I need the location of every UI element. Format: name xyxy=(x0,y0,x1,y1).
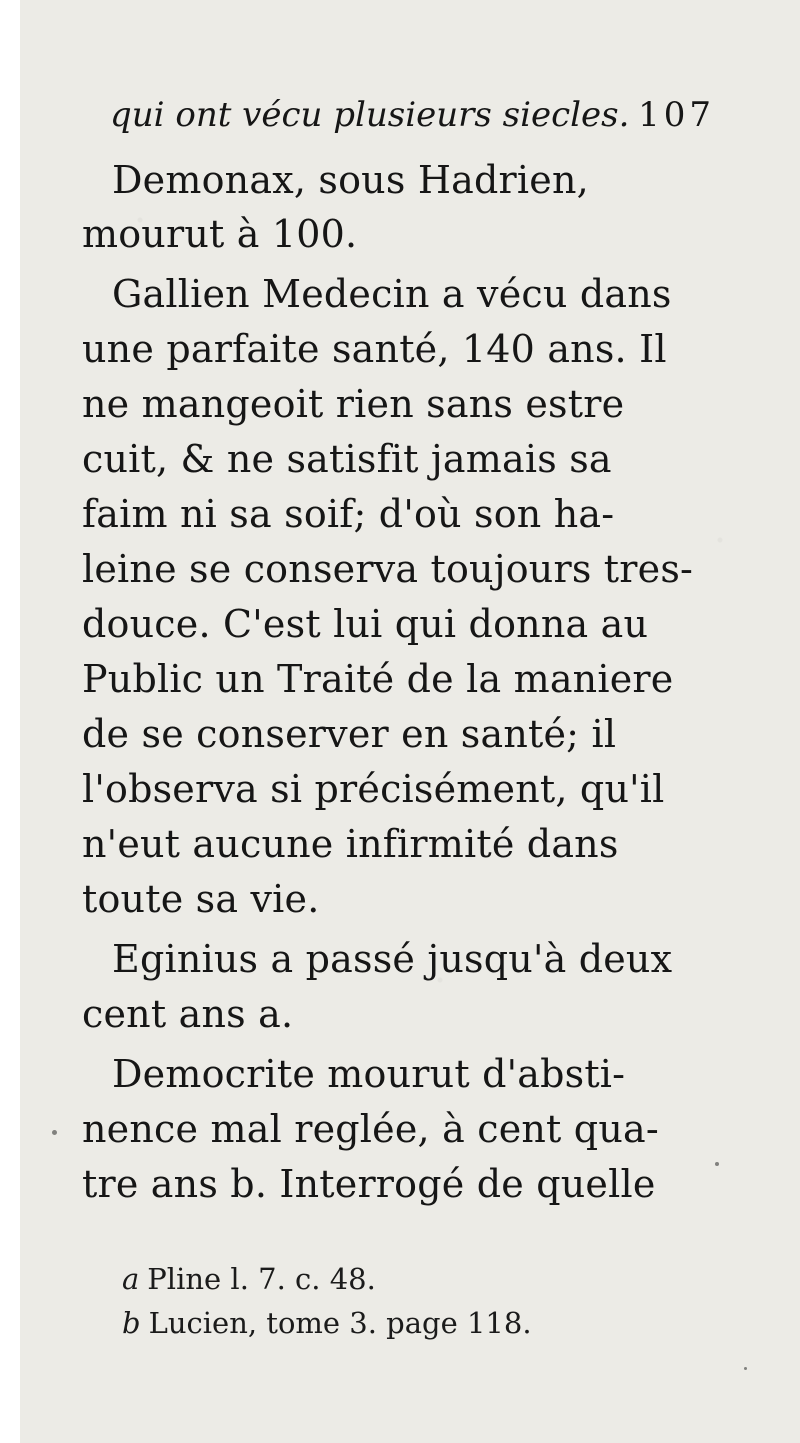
text-line: Public un Traité de la maniere xyxy=(82,657,674,701)
text-line: de se conserver en santé; il xyxy=(82,712,617,756)
text-line: Demonax, sous Hadrien, xyxy=(112,158,589,202)
text-line: l'observa si précisément, qu'il xyxy=(82,767,665,811)
book-page xyxy=(20,0,800,1443)
text-line: cuit, & ne satisfit jamais sa xyxy=(82,437,612,481)
text-line: tre ans b. Interrogé de quelle xyxy=(82,1162,656,1206)
text-line: cent ans a. xyxy=(82,992,294,1036)
text-line: leine se conserva toujours tres- xyxy=(82,547,694,591)
text-line: nence mal reglée, à cent qua- xyxy=(82,1107,659,1151)
page-left-margin xyxy=(0,0,21,1443)
footnote-text: Lucien, tome 3. page 118. xyxy=(148,1306,532,1340)
text-line: une parfaite santé, 140 ans. Il xyxy=(82,327,667,371)
footnote-marker: b xyxy=(122,1306,141,1340)
footnote-a xyxy=(122,1258,542,1300)
ink-speck xyxy=(52,1130,57,1135)
text-line: ne mangeoit rien sans estre xyxy=(82,382,625,426)
text-line: faim ni sa soif; d'où son ha- xyxy=(82,492,615,536)
text-line: mourut à 100. xyxy=(82,212,358,256)
ink-speck xyxy=(715,1162,719,1166)
text-line: toute sa vie. xyxy=(82,877,320,921)
text-line: Gallien Medecin a vécu dans xyxy=(112,272,672,316)
running-title: qui ont vécu plusieurs siecles. xyxy=(110,95,630,135)
text-line: Eginius a passé jusqu'à deux xyxy=(112,937,673,981)
footnote-marker: a xyxy=(122,1262,140,1296)
text-line: n'eut aucune infirmité dans xyxy=(82,822,619,866)
page-number: 107 xyxy=(638,95,715,135)
running-header xyxy=(110,86,715,144)
footnote-b xyxy=(122,1302,542,1344)
footnote-text: Pline l. 7. c. 48. xyxy=(147,1262,376,1296)
text-line: Democrite mourut d'absti- xyxy=(112,1052,626,1096)
ink-speck xyxy=(744,1367,747,1370)
text-line: douce. C'est lui qui donna au xyxy=(82,602,649,646)
